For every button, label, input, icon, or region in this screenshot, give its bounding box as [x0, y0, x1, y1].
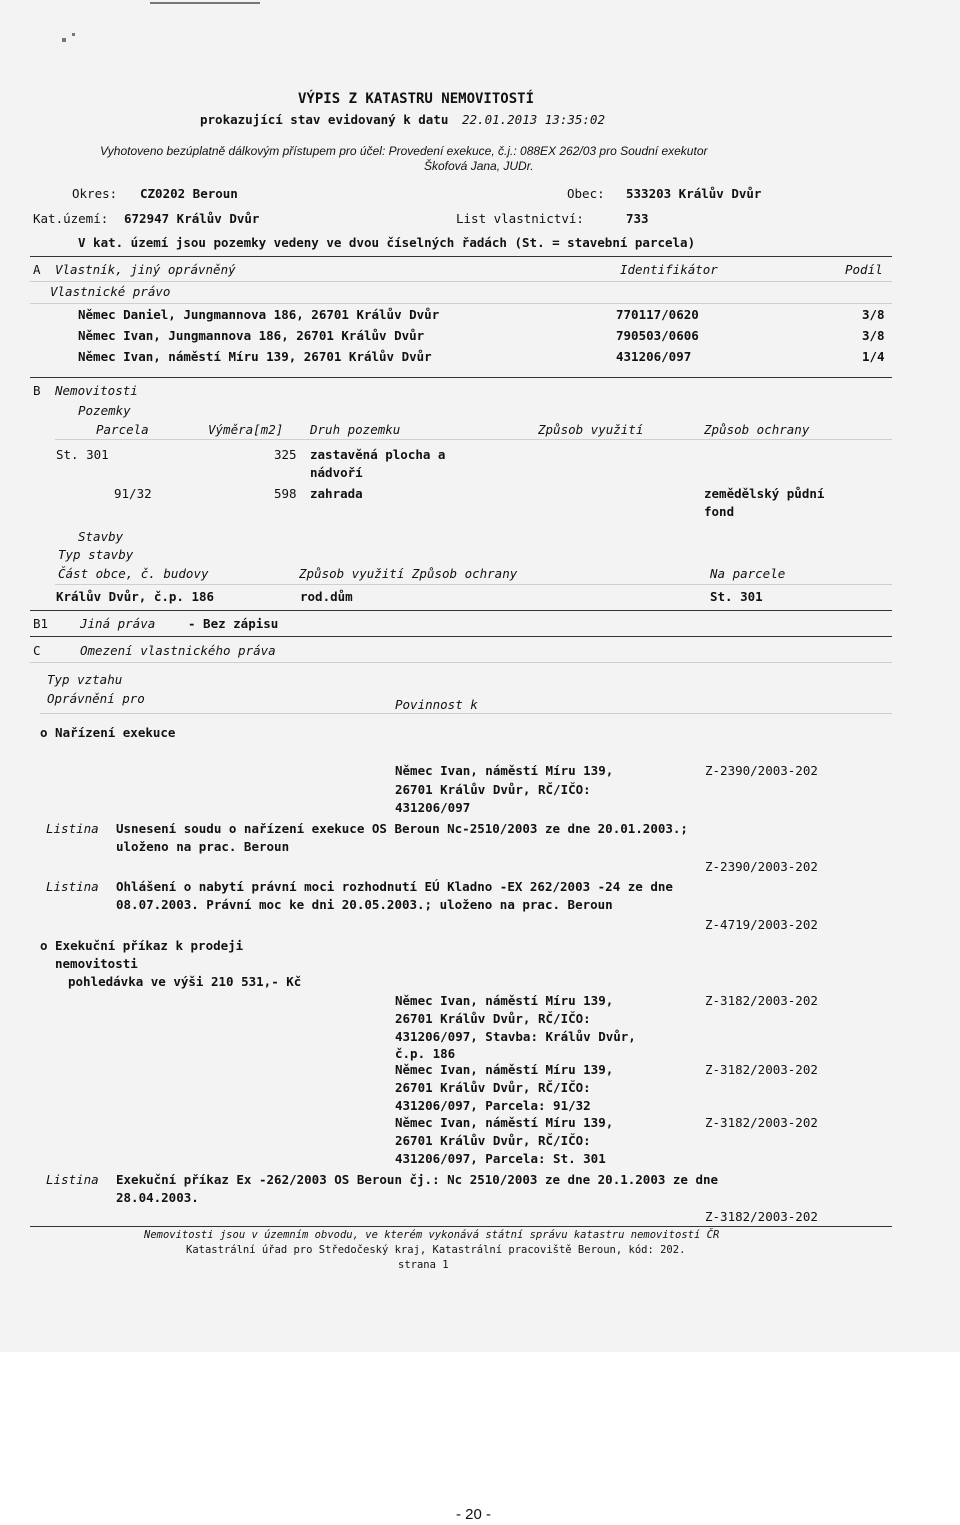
- owner-name: Němec Ivan, náměstí Míru 139, 26701 Králův Dvůr: [78, 349, 432, 364]
- katuzemi-value: 672947 Králův Dvůr: [124, 211, 260, 226]
- divider: [30, 662, 892, 663]
- lv-label: List vlastnictví:: [456, 211, 584, 226]
- owner-id: 431206/097: [616, 349, 692, 364]
- parcel-land-type: zahrada: [310, 486, 363, 501]
- owner-name: Němec Ivan, Jungmannova 186, 26701 Králův Dvůr: [78, 328, 425, 343]
- vyhotoveno-note-2: Škofová Jana, JUDr.: [424, 159, 534, 173]
- obliged-person: Němec Ivan, náměstí Míru 139,: [395, 993, 614, 1008]
- area-column-header: Výměra[m2]: [208, 422, 284, 437]
- on-parcel-header: Na parcele: [710, 566, 786, 581]
- obec-value: 533203 Králův Dvůr: [626, 186, 762, 201]
- parcel-area: 598: [274, 486, 297, 501]
- obliged-person: Němec Ivan, náměstí Míru 139,: [395, 1115, 614, 1130]
- okres-value: CZ0202 Beroun: [140, 186, 238, 201]
- parcel-number: 91/32: [114, 486, 152, 501]
- owner-name: Němec Daniel, Jungmannova 186, 26701 Králův Dvůr: [78, 307, 440, 322]
- record-number: Z-4719/2003-202: [705, 917, 818, 932]
- deed-label: Listina: [46, 879, 99, 894]
- buildings-subheader: Stavby: [78, 529, 124, 544]
- obliged-person: 431206/097, Stavba: Králův Dvůr,: [395, 1029, 636, 1044]
- land-subheader: Pozemky: [78, 403, 131, 418]
- status-prefix: prokazující stav evidovaný k datu: [200, 112, 449, 127]
- parcel-land-type: zastavěná plocha a: [310, 447, 446, 462]
- divider: [30, 281, 892, 282]
- owner-share: 1/4: [862, 349, 885, 364]
- deed-text: Ohlášení o nabytí právní moci rozhodnutí EÚ Kladno -EX 262/2003 -24 ze dne: [116, 879, 673, 894]
- divider: [30, 610, 892, 611]
- owner-share: 3/8: [862, 307, 885, 322]
- scan-artifact: [62, 38, 66, 42]
- parcel-number: St. 301: [56, 447, 109, 462]
- divider: [30, 377, 892, 378]
- record-number: Z-2390/2003-202: [705, 763, 818, 778]
- katuzemi-note: V kat. území jsou pozemky vedeny ve dvou číselných řadách (St. = stavební parcela): [78, 235, 696, 250]
- restrictions-header: Omezení vlastnického práva: [80, 643, 276, 658]
- owner-id: 770117/0620: [616, 307, 699, 322]
- deed-text: uloženo na prac. Beroun: [116, 839, 290, 854]
- parcel-land-type: nádvoří: [310, 465, 363, 480]
- building-usage: rod.dům: [300, 589, 353, 604]
- record-number: Z-3182/2003-202: [705, 1209, 818, 1224]
- scan-artifact: [150, 2, 260, 4]
- protection-column-header: Způsob ochrany: [704, 422, 810, 437]
- footer-text: Nemovitosti jsou v územním obvodu, ve kterém vykonává státní správu katastru nemovitostí ČR: [144, 1229, 720, 1241]
- katuzemi-label: Kat.území:: [33, 211, 109, 226]
- building-usage-header: Způsob využití Způsob ochrany: [299, 566, 518, 581]
- building-type-header: Typ stavby: [58, 547, 134, 562]
- vyhotoveno-note: Vyhotoveno bezúplatně dálkovým přístupem pro účel: Provedení exekuce, č.j.: 088EX 262/03 pro Soudní exekutor: [100, 144, 708, 158]
- okres-label: Okres:: [72, 186, 118, 201]
- sale-order-amount: pohledávka ve výši 210 531,- Kč: [68, 974, 302, 989]
- section-letter-b1: B1: [33, 616, 49, 631]
- lv-value: 733: [626, 211, 649, 226]
- divider: [55, 584, 892, 585]
- obliged-person: 26701 Králův Dvůr, RČ/IČO:: [395, 1080, 591, 1095]
- deed-label: Listina: [46, 821, 99, 836]
- section-letter-c: C: [33, 643, 41, 658]
- obliged-person: 431206/097: [395, 800, 471, 815]
- record-number: Z-3182/2003-202: [705, 993, 818, 1008]
- other-rights-value: - Bez zápisu: [188, 616, 279, 631]
- divider: [40, 713, 892, 714]
- divider: [55, 439, 892, 440]
- obliged-person: Němec Ivan, náměstí Míru 139,: [395, 1062, 614, 1077]
- deed-text: Exekuční příkaz Ex -262/2003 OS Beroun čj.: Nc 2510/2003 ze dne 20.1.2003 ze dne: [116, 1172, 719, 1187]
- sale-order-title: o Exekuční příkaz k prodeji: [40, 938, 244, 953]
- municipality-part-header: Část obce, č. budovy: [58, 566, 209, 581]
- footer-text: Katastrální úřad pro Středočeský kraj, Katastrální pracoviště Beroun, kód: 202.: [186, 1244, 686, 1256]
- obliged-person: 431206/097, Parcela: St. 301: [395, 1151, 606, 1166]
- obliged-person: 26701 Králův Dvůr, RČ/IČO:: [395, 1133, 591, 1148]
- building-parcel: St. 301: [710, 589, 763, 604]
- divider: [30, 636, 892, 637]
- usage-column-header: Způsob využití: [538, 422, 644, 437]
- scan-artifact: [72, 33, 75, 36]
- deed-text: Usnesení soudu o nařízení exekuce OS Beroun Nc-2510/2003 ze dne 20.01.2003.;: [116, 821, 688, 836]
- other-rights-label: Jiná práva: [80, 616, 156, 631]
- parcel-column-header: Parcela: [96, 422, 149, 437]
- divider: [30, 1226, 892, 1227]
- deed-text: 08.07.2003. Právní moc ke dni 20.05.2003.; uloženo na prac. Beroun: [116, 897, 613, 912]
- properties-header: Nemovitosti: [55, 383, 138, 398]
- divider: [30, 256, 892, 257]
- obliged-person: 431206/097, Parcela: 91/32: [395, 1098, 591, 1113]
- record-number: Z-3182/2003-202: [705, 1062, 818, 1077]
- building-address: Králův Dvůr, č.p. 186: [56, 589, 215, 604]
- ownership-subheader: Vlastnické právo: [50, 284, 171, 299]
- section-letter-a: A: [33, 262, 41, 277]
- document-title: VÝPIS Z KATASTRU NEMOVITOSTÍ: [298, 91, 535, 107]
- obliged-person: 26701 Králův Dvůr, RČ/IČO:: [395, 782, 591, 797]
- share-column-header: Podíl: [845, 262, 883, 277]
- parcel-protection: fond: [704, 504, 735, 519]
- execution-order-title: o Nařízení exekuce: [40, 725, 176, 740]
- section-letter-b: B: [33, 383, 41, 398]
- obliged-header: Povinnost k: [395, 697, 478, 712]
- obliged-person: Němec Ivan, náměstí Míru 139,: [395, 763, 614, 778]
- page-number: - 20 -: [456, 1506, 492, 1523]
- deed-label: Listina: [46, 1172, 99, 1187]
- owner-share: 3/8: [862, 328, 885, 343]
- divider: [30, 303, 892, 304]
- record-number: Z-3182/2003-202: [705, 1115, 818, 1130]
- deed-text: 28.04.2003.: [116, 1190, 199, 1205]
- parcel-area: 325: [274, 447, 297, 462]
- land-type-column-header: Druh pozemku: [310, 422, 401, 437]
- record-number: Z-2390/2003-202: [705, 859, 818, 874]
- owner-id: 790503/0606: [616, 328, 699, 343]
- obliged-person: 26701 Králův Dvůr, RČ/IČO:: [395, 1011, 591, 1026]
- identifier-column-header: Identifikátor: [620, 262, 718, 277]
- footer-page-label: strana 1: [398, 1259, 449, 1271]
- relation-type-header: Typ vztahu: [47, 672, 123, 687]
- status-date: 22.01.2013 13:35:02: [462, 112, 605, 127]
- parcel-protection: zemědělský půdní: [704, 486, 825, 501]
- owner-column-header: Vlastník, jiný oprávněný: [55, 262, 236, 277]
- obliged-person: č.p. 186: [395, 1046, 456, 1061]
- obec-label: Obec:: [567, 186, 605, 201]
- entitled-header: Oprávnění pro: [47, 691, 145, 706]
- sale-order-title: nemovitosti: [55, 956, 138, 971]
